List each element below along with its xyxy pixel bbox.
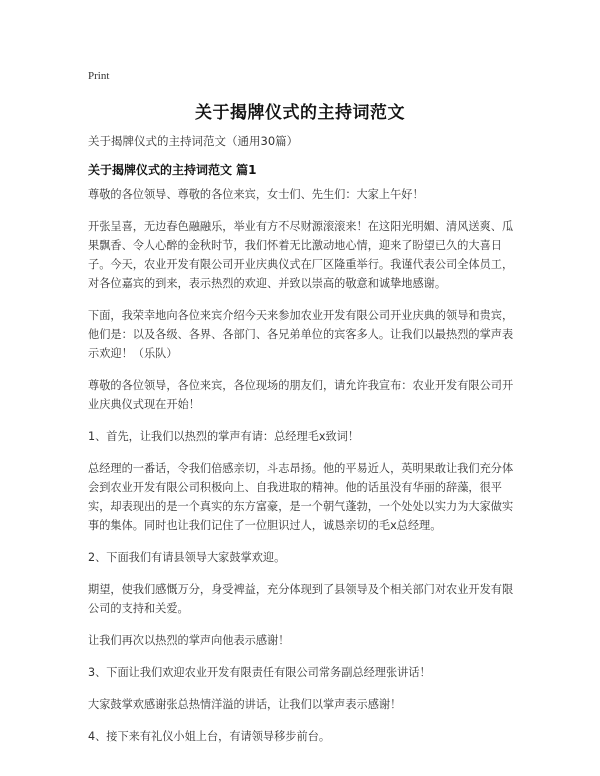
paragraph-expectation: 期望，使我们感慨万分，身受裨益，充分体现到了县领导及个相关部门对农业开发有限公司的支持和关爱。 <box>88 583 514 615</box>
print-link[interactable]: Print <box>88 70 110 82</box>
page-title: 关于揭牌仪式的主持词范文 <box>195 103 405 123</box>
paragraph-greeting: 尊敬的各位领导、尊敬的各位来宾，女士们、先生们：大家上午好！ <box>88 188 424 201</box>
paragraph-applause: 大家鼓掌欢感谢张总热情洋溢的讲话，让我们以掌声表示感谢！ <box>88 698 402 711</box>
section-heading: 关于揭牌仪式的主持词范文 篇1 <box>88 163 257 177</box>
paragraph-item-1: 1、首先，让我们以热烈的掌声有请：总经理毛x致词！ <box>88 430 360 443</box>
document-subtitle: 关于揭牌仪式的主持词范文（通用30篇） <box>88 134 299 148</box>
paragraph-announcement: 尊敬的各位领导，各位来宾，各位现场的朋友们，请允许我宣布：农业开发有限公司开业庆典仪式现在开始！ <box>88 379 514 411</box>
paragraph-guests: 下面，我荣幸地向各位来宾介绍今天来参加农业开发有限公司开业庆典的领导和贵宾，他们是：以及各级、各界、各部门、各兄弟单位的宾客多人。让我们以最热烈的掌声表示欢迎！（乐队） <box>88 309 514 360</box>
paragraph-item-2: 2、下面我们有请县领导大家鼓掌欢迎。 <box>88 551 286 564</box>
paragraph-opening: 开张呈喜，无边春色融融乐，举业有方不尽财源滚滚来！在这阳光明媚、清风送爽、瓜果飘香、令人心醉的金秋时节，我们怀着无比激动地心情，迎来了盼望已久的大喜日子。今天，农业开发有限公司开业庆典仪式在厂区隆重举行。我谨代表公司全体员工，对各位嘉宾的到来，表示热烈的欢迎、并致以崇高的敬意和诚挚地感谢。 <box>88 220 514 290</box>
article-body <box>88 185 516 759</box>
paragraph-item-4: 4、接下来有礼仪小姐上台，有请领导移步前台。 <box>88 730 331 743</box>
paragraph-item-3: 3、下面让我们欢迎农业开发有限责任有限公司常务副总经理张讲话！ <box>88 666 431 679</box>
paragraph-thanks: 让我们再次以热烈的掌声向他表示感谢！ <box>88 634 290 647</box>
paragraph-gm-speech: 总经理的一番话，令我们倍感亲切，斗志昂扬。他的平易近人，英明果敢让我们充分体会到农业开发有限公司积极向上、自我进取的精神。他的话虽没有华丽的辞藻，很平实，却表现出的是一个真实的东方富豪，是一个朝气蓬勃，一个处处以实力为大家做实事的集体。同时也让我们记住了一位胆识过人，诚恳亲切的毛x总经理。 <box>88 462 514 532</box>
